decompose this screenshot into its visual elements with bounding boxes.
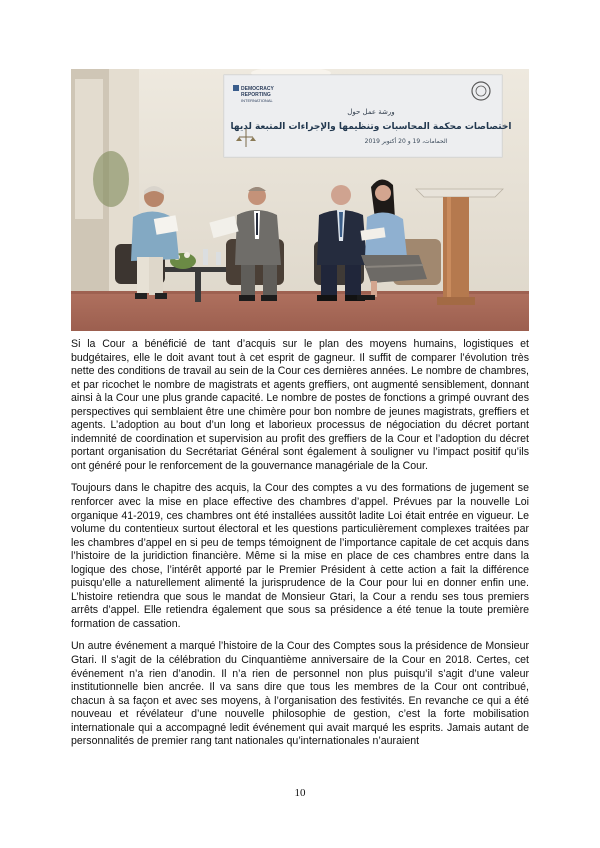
paragraph-2: Toujours dans le chapitre des acquis, la Cour des comptes a vu des formations de jugement se renforcer avec la mise en place effective des chambres d’appel. Prévues par la nouvelle Loi organique 41-2019, ces chambres ont été installées aussitôt ladite Loi était entrée en vigueur. Le volume du contentieux surtout électoral et les questions particulièrement complexes traitées par les chambres d’appel en si peu de temps témoignent de l’importance capitale de cet acquis dans l’histoire de la juridiction financière. Même si la mise en place de ces chambres entre dans la logique des chose, l’intérêt apporté par le Premier Président à cette action a fait la différence puisqu’elle a naturellement alimenté la jurisprudence de la Cour pour lui en donner enfin une. L’histoire retiendra que sous le mandat de Monsieur Gtari, la Cour a rendu ses tous premiers arrêts d’appel. Elle retiendra également que sous sa présidence a été tenue la toute première formation de cassation.	[71, 482, 529, 630]
event-banner	[224, 75, 511, 157]
article-body	[71, 338, 529, 758]
event-photo	[71, 69, 529, 331]
banner-logo-line1: DEMOCRACY	[241, 86, 274, 92]
banner-logo-line3: INTERNATIONAL	[241, 98, 273, 103]
paragraph-3: Un autre événement a marqué l’histoire de la Cour des Comptes sous la présidence de Monsieur Gtari. Il s’agit de la célébration du Cinquantième anniversaire de la Cour en 2018. Certes, cet événement n’a rien d’anodin. Il n’a rien de personnel non plus puisqu’il s’agit d’une valeur institutionnelle bien ancrée. Il va sans dire que tous les membres de la Cour ont contribué, chacun à sa façon et avec ses moyens, à l’organisation des festivités. En revanche ce qui a été nouveau et révélateur d’une nouvelle philosophie de gestion, c’est la forte mobilisation internationale qui a accompagné ledit événement qui avait marqué les esprits. Jamais autant de personnalités de premier rang tant nationales qu’internationales n’auraient	[71, 640, 529, 748]
banner-logo-line2: REPORTING	[241, 92, 271, 98]
page-number: 10	[294, 787, 306, 799]
banner-arabic-line1: ورشة عمل حول	[347, 108, 395, 116]
paragraph-1: Si la Cour a bénéficié de tant d’acquis sur le plan des moyens humains, logistiques et budgétaires, elle le doit avant tout à cet esprit de gagneur. Il suffit de comparer l’évolution très nette des conditions de travail au sein de la Cour ces dernières années. Le nombre de chambres, et par ricochet le nombre de magistrats et agents greffiers, ont augmenté sensiblement, donnant ainsi à la Cour une plus grande capacité. Le nombre de postes de fonctions a grimpé ouvrant des perspectives qui semblaient être une chimère pour bon nombre de jeunes magistrats, greffiers et agents. L’adoption au bout d’un long et laborieux processus de négociation du décret portant indemnité de coordination et supervision au profit des greffiers de la Cour et l’adoption du décret portant organisation du Secrétariat Général sont également à souligner vu l’impact positif qu’ils ont généré pour le renforcement de la gouvernance managériale de la Cour.	[71, 338, 529, 472]
banner-arabic-line2: اختصاصات محكمة المحاسبات وتنظيمها والإجراءات المتبعة لديها	[230, 122, 512, 132]
banner-arabic-line3: الحمامات، 19 و 20 أكتوبر 2019	[364, 138, 448, 145]
plant-decoration	[93, 151, 129, 207]
